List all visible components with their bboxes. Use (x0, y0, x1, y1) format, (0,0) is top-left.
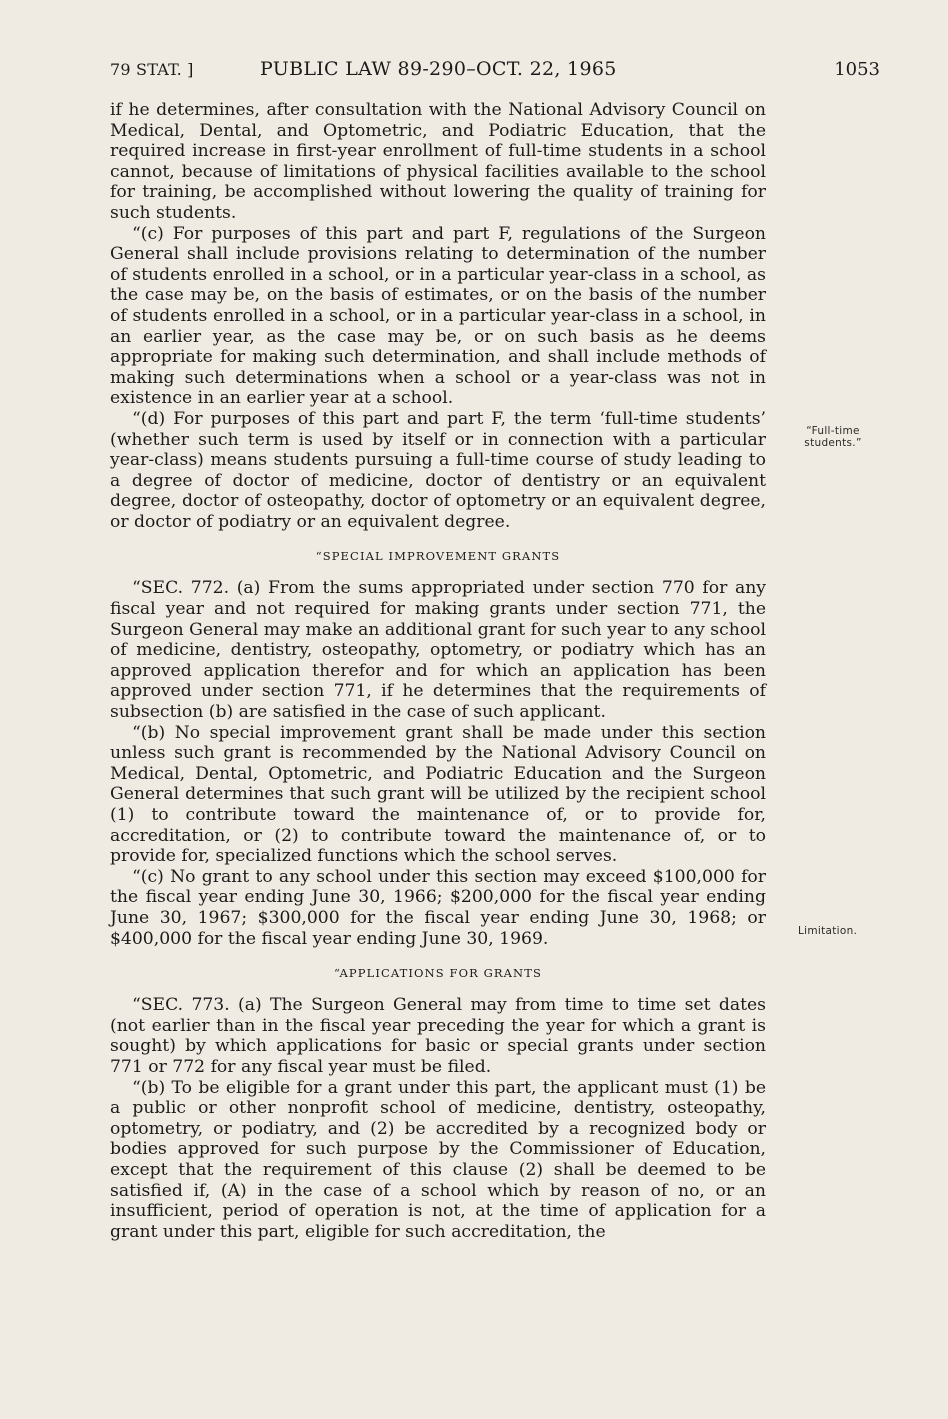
page-header (110, 56, 880, 84)
paragraph-sec-772-a: “SEC. 772. (a) From the sums appropriated under section 770 for any fiscal year and not required for making grants under section 771, the Surgeon General may make an additional grant for such year to any school of medicine, dentistry, osteopathy, optometry, or podiatry which has an approved application therefor and for which an application has been approved under section 771, if he determines that the requirements of subsection (b) are satisfied in the case of such applicant. (110, 578, 766, 723)
paragraph-sec-772-c: “(c) No grant to any school under this section may exceed $100,000 for the fiscal year ending June 30, 1966; $200,000 for the fiscal year ending June 30, 1967; $300,000 for the fiscal year ending June 30, 1968; or $400,000 for the fiscal year ending June 30, 1969. (110, 866, 766, 949)
paragraph-d-full-time-students: “(d) For purposes of this part and part F, the term ‘full-time students’ (whether such term is used by itself or in connection with a particular year-class) means students pursuing a full-time course of study leading to a degree of doctor of medicine, doctor of dentistry or an equivalent degree, doctor of osteopathy, doctor of optometry or an equivalent degree, or doctor of podiatry or an equivalent degree. (110, 408, 766, 532)
page-number: 1053 (834, 59, 880, 80)
section-heading-applications-for-grants: “APPLICATIONS FOR GRANTS (334, 966, 542, 981)
stat-reference: 79 STAT. ] (110, 60, 194, 79)
paragraph-sec-773-b: “(b) To be eligible for a grant under this part, the applicant must (1) be a public or other nonprofit school of medicine, dentistry, osteopathy, optometry, or podiatry, and (2) be accredited by a recognized body or bodies approved for such purpose by the Commissioner of Education, except that the requirement of this clause (2) shall be deemed to be satisfied if, (A) in the case of a school which by reason of no, or an insufficient, period of operation is not, at the time of application for a grant under this part, eligible for such accreditation, the (110, 1077, 766, 1242)
page-title: PUBLIC LAW 89-290–OCT. 22, 1965 (260, 58, 617, 80)
paragraph-sec-773-a: “SEC. 773. (a) The Surgeon General may from time to time set dates (not earlier than in the fiscal year preceding the year for which a grant is sought) by which applications for basic or special grants under section 771 or 772 for any fiscal year must be filed. (110, 995, 766, 1077)
margin-note-limitation: Limitation. (798, 925, 858, 937)
section-heading-special-improvement-grants: “SPECIAL IMPROVEMENT GRANTS (315, 549, 561, 564)
paragraph-c-regulations: “(c) For purposes of this part and part F, regulations of the Surgeon General shall include provisions relating to determination of the number of students enrolled in a school, or in a particular year-class in a school, as the case may be, on the basis of estimates, or on the basis of the number of students enrolled in a school, or in a particular year-class in a school, in an earlier year, as the case may be, or on such basis as he deems appropriate for making such determination, and shall include methods of making such determinations when a school or a year-class was not in existence in an earlier year at a school. (110, 223, 766, 409)
statute-text (110, 100, 766, 1242)
paragraph-sec-772-b: “(b) No special improvement grant shall be made under this section unless such grant is recommended by the National Advisory Council on Medical, Dental, Optometric, and Podiatric Education and the Surgeon General determines that such grant will be utilized by the recipient school (1) to contribute toward the maintenance of, or to provide for, accreditation, or (2) to contribute toward the maintenance of, or to provide for, specialized functions which the school serves. (110, 722, 766, 867)
margin-note-full-time-students: “Full-time students.” (804, 425, 862, 449)
paragraph-continuation: if he determines, after consultation with the National Advisory Council on Medical, Dental, and Optometric, and Podiatric Education, that the required increase in first-year enrollment of full-time students in a school cannot, because of limitations of physical facilities available to the school for training, be accomplished without lowering the quality of training for such students. (110, 100, 766, 223)
